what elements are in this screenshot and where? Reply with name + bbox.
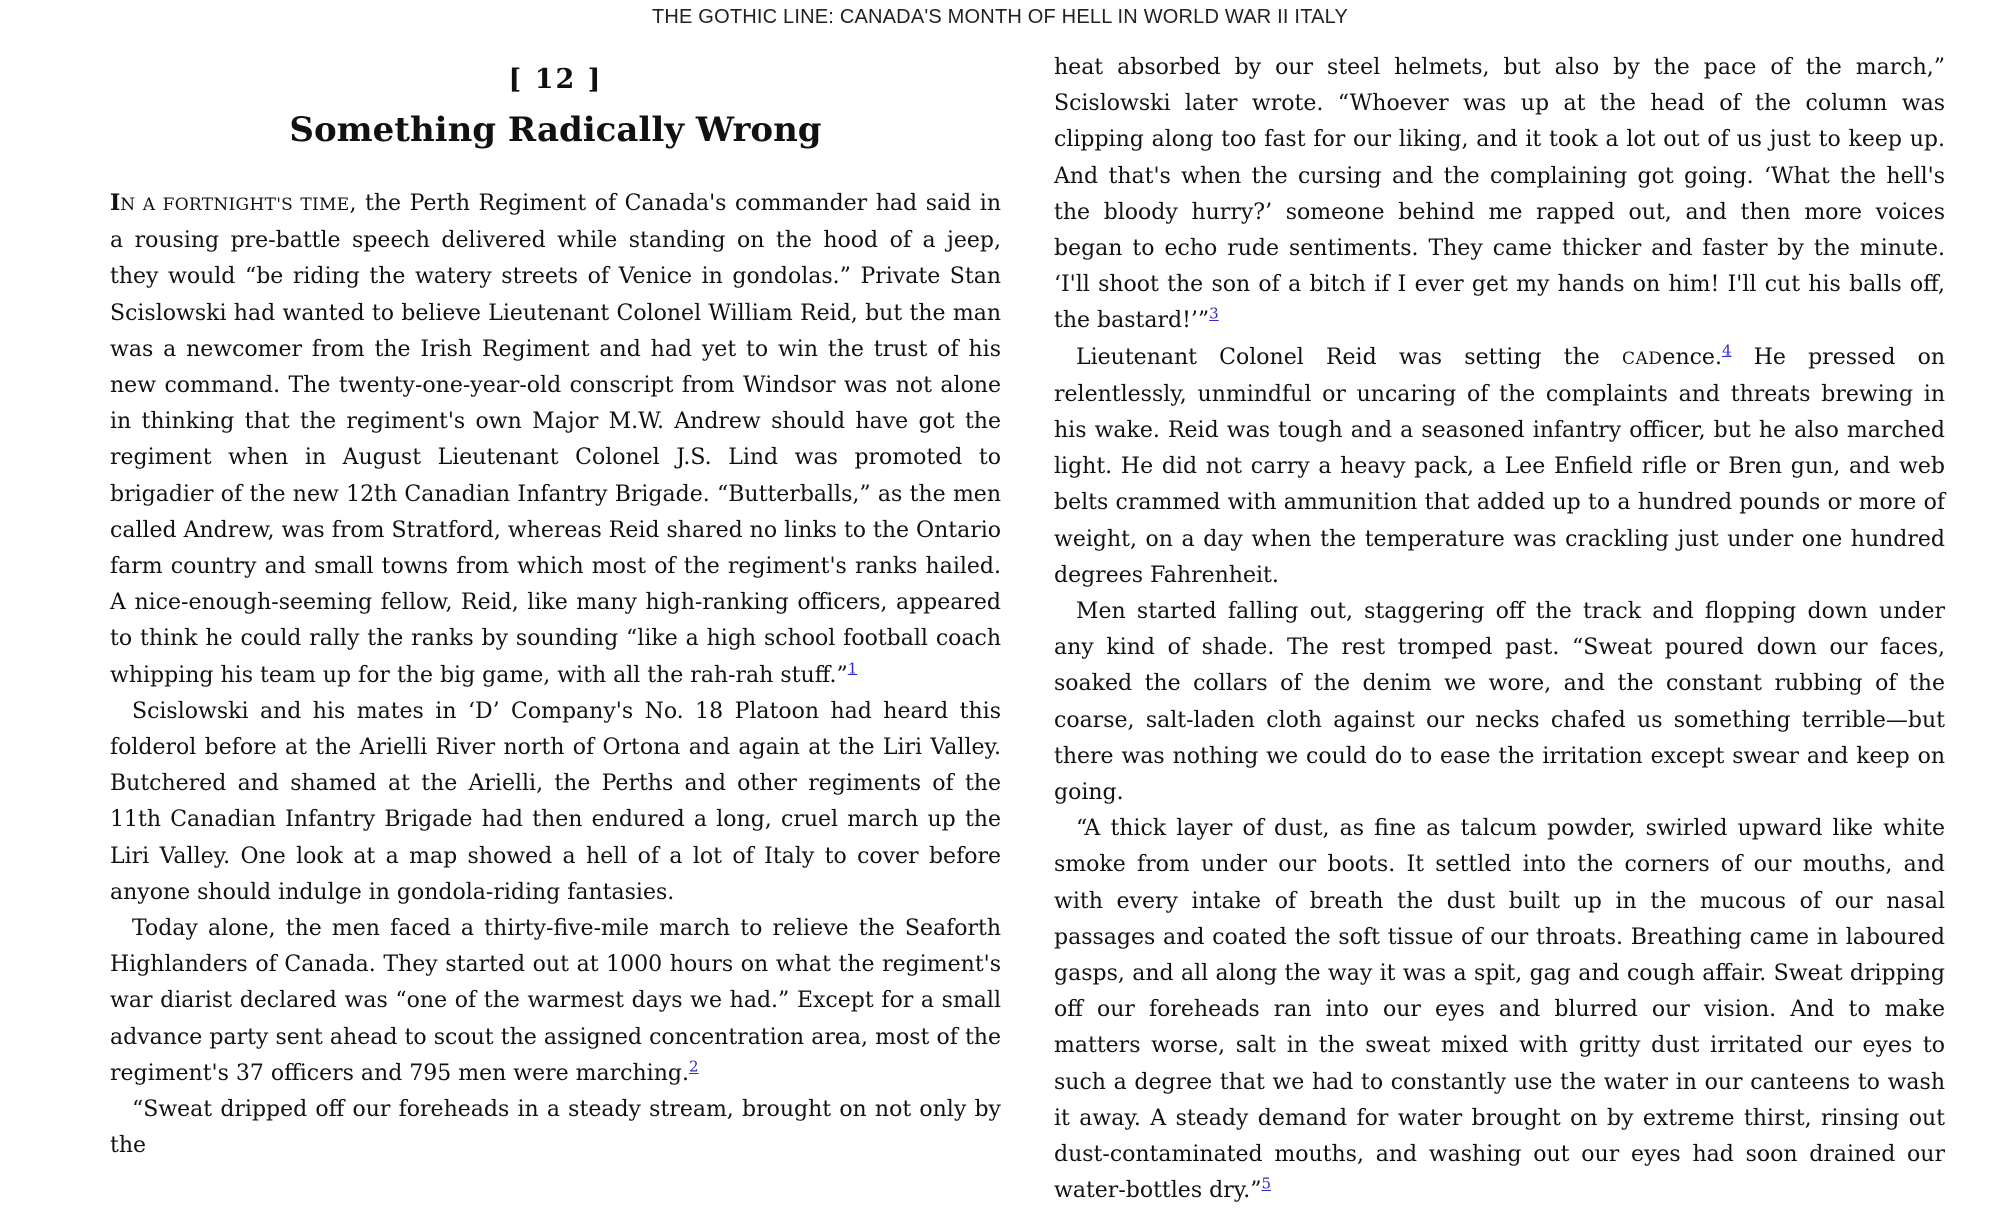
paragraph-text: Today alone, the men faced a thirty-five-mile march to relieve the Seaforth Highlanders of Canada. They started out at 1000 hours on what the regiment's war diarist declared was “one of the warmest days we had.” Except for a small advance party sent ahead to scout the assigned concentration area, most of the regiment's 37 officers and 795 men were marching. <box>110 916 1001 1086</box>
paragraph <box>1054 811 1945 1209</box>
right-column <box>1054 50 1945 1210</box>
left-column <box>110 62 1001 1164</box>
paragraph <box>1054 340 1945 594</box>
chapter-title: Something Radically Wrong <box>289 110 822 150</box>
paragraph-text: Men started falling out, staggering off the track and flopping down under any kind of shade. The rest tromped past. “Sweat poured down our faces, soaked the collars of the denim we wore, and the constant rubbing of the coarse, salt-laden cloth against our necks chafed us something terrible—but there was nothing we could do to ease the irritation except swear and keep on going. <box>1054 599 1945 806</box>
opening-smallcaps: N A FORTNIGHT'S TIME <box>120 195 350 215</box>
paragraph-text: heat absorbed by our steel helmets, but also by the pace of the march,” Scislowski later wrote. “Whoever was up at the head of the column was clipping along too fast for our liking, and it took a lot out of us just to keep up. And that's when the cursing and the complaining got going. ‘What the hell's the bloody hurry?’ someone behind me rapped out, and then more voices began to echo rude sentiments. They came thicker and faster by the minute. ‘I'll shoot the son of a bitch if I ever get my hands on him! I'll cut his balls off, the bastard!’” <box>1054 55 1945 334</box>
footnote-link[interactable]: 3 <box>1209 305 1219 324</box>
paragraph <box>110 694 1001 911</box>
chapter-number: [ 12 ] <box>508 64 603 95</box>
paragraph-text: Lieutenant Colonel Reid was setting the <box>1076 344 1622 370</box>
paragraph <box>1054 594 1945 811</box>
smallcaps-word: CAD <box>1622 348 1663 369</box>
paragraph-text: “A thick layer of dust, as fine as talcum powder, swirled upward like white smoke from under our boots. It settled into the corners of our mouths, and with every intake of breath the dust built up in the mucous of our nasal passages and coated the soft tissue of our throats. Breathing came in laboured gasps, and all along the way it was a spit, gag and cough affair. Sweat dripping off our foreheads ran into our eyes and blurred our vision. And to make matters worse, salt in the sweat mixed with gritty dust irritated our eyes to such a degree that we had to constantly use the water in our canteens to wash it away. A steady demand for water brought on by extreme thirst, rinsing out dust-contaminated mouths, and washing out our eyes had soon drained our water-bottles dry.” <box>1054 816 1945 1204</box>
paragraph-text: “Sweat dripped off our foreheads in a steady stream, brought on not only by the <box>110 1097 1001 1159</box>
drop-initial: I <box>110 190 121 216</box>
paragraph <box>110 1092 1001 1164</box>
paragraph <box>110 911 1001 1092</box>
footnote-link[interactable]: 5 <box>1261 1174 1271 1193</box>
paragraph-text: Scislowski and his mates in ‘D’ Company's No. 18 Platoon had heard this folderol before at the Arielli River north of Ortona and again at the Liri Valley. Butchered and shamed at the Arielli, the Perths and other regiments of the 11th Canadian Infantry Brigade had then endured a long, cruel march up the Liri Valley. One look at a map showed a hell of a lot of Italy to cover before anyone should indulge in gondola-riding fantasies. <box>110 698 1001 905</box>
paragraph-text: , the Perth Regiment of Canada's commander had said in a rousing pre-battle speech delivered while standing on the hood of a jeep, they would “be riding the watery streets of Venice in gondolas.” Private Stan Scislowski had wanted to believe Lieutenant Colonel William Reid, but the man was a newcomer from the Irish Regiment and had yet to win the trust of his new command. The twenty-one-year-old conscript from Windsor was not alone in thinking that the regiment's own Major M.W. Andrew should have got the regiment when in August Lieutenant Colonel J.S. Lind was promoted to brigadier of the new 12th Canadian Infantry Brigade. “Butterballs,” as the men called Andrew, was from Stratford, whereas Reid shared no links to the Ontario farm country and small towns from which most of the regiment's ranks hailed. A nice-enough-seeming fellow, Reid, like many high-ranking officers, appeared to think he could rally the ranks by sounding “like a high school football coach whipping his team up for the big game, with all the rah-rah stuff.” <box>110 191 1001 688</box>
paragraph <box>110 185 1001 694</box>
paragraph-text: ence. <box>1662 344 1722 370</box>
paragraph-text: He pressed on relentlessly, unmindful or uncaring of the complaints and threats brewing in his wake. Reid was tough and a seasoned infantry officer, but he also marched light. He did not carry a heavy pack, a Lee Enfield rifle or Bren gun, and web belts crammed with ammunition that added up to a hundred pounds or more of weight, on a day when the temperature was crackling just under one hundred degrees Fahrenheit. <box>1054 344 1946 588</box>
footnote-link[interactable]: 4 <box>1721 341 1732 360</box>
paragraph <box>1054 50 1945 340</box>
footnote-link[interactable]: 1 <box>847 659 858 678</box>
running-header: THE GOTHIC LINE: CANADA'S MONTH OF HELL IN WORLD WAR II ITALY <box>651 6 1349 28</box>
footnote-link[interactable]: 2 <box>688 1057 699 1076</box>
